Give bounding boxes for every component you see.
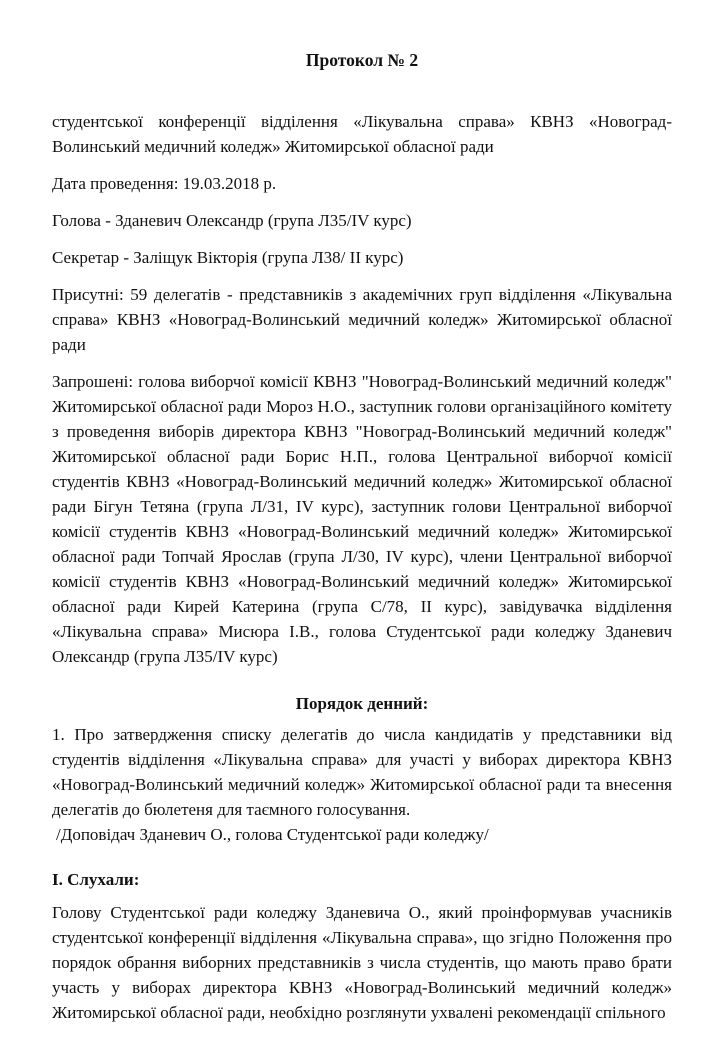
agenda-item: 1. Про затвердження списку делегатів до числа кандидатів у представники від студентів відділення «Лікувальна справа» для участі у виборах директора КВНЗ «Новоград-Волинський медичний коледж» Житомирської обласної ради та внесення делегатів до бюлетеня для таємного голосування. — [52, 725, 672, 819]
meeting-date: Дата проведення: 19.03.2018 р. — [52, 174, 277, 193]
meeting-secretary: Секретар - Заліщук Вікторія (група Л38/ ІІ курс) — [52, 248, 404, 267]
heard-paragraph: Голову Студентської ради коледжу Зданевича О., який проінформував учасників студентської конференції відділення «Лікувальна справа», що згідно Положення про порядок обрання виборних представників з числа студентів, що мають право брати участь у виборах директора КВНЗ «Новоград-Волинський медичний коледж» Житомирської обласної ради, необхідно розглянути ухвалені рекомендації спільного — [52, 903, 672, 1022]
agenda-heading: Порядок денний: — [295, 694, 429, 713]
heard-heading: І. Слухали: — [52, 870, 140, 889]
attendees-paragraph: Присутні: 59 делегатів - представників з академічних груп відділення «Лікувальна справа» КВНЗ «Новоград-Волинський медичний коледж» Житомирської обласної ради — [52, 285, 672, 354]
invited-paragraph: Запрошені: голова виборчої комісії КВНЗ "Новоград-Волинський медичний коледж" Житомирської обласної ради Мороз Н.О., заступник голови організаційного комітету з проведення виборів директора КВНЗ "Новоград-Волинський медичний коледж" Житомирської обласної ради Борис Н.П., голова Центральної виборчої комісії студентів КВНЗ «Новоград-Волинський медичний коледж» Житомирської обласної ради Бігун Тетяна (група Л/31, IV курс), заступник голови Центральної виборчої комісії студентів КВНЗ «Новоград-Волинський медичний коледж» Житомирської обласної ради Топчай Ярослав (група Л/30, IV курс), члени Центральної виборчої комісії студентів КВНЗ «Новоград-Волинський медичний коледж» Житомирської обласної ради Кирей Катерина (група С/78, ІІ курс), завідувачка відділення «Лікувальна справа» Мисюра І.В., голова Студентської ради коледжу Зданевич Олександр (група Л35/IV курс) — [52, 372, 672, 666]
document-page — [52, 48, 672, 1037]
agenda-reporter: /Доповідач Зданевич О., голова Студентської ради коледжу/ — [56, 825, 489, 844]
document-title: Протокол № 2 — [305, 50, 419, 70]
document-subtitle: студентської конференції відділення «Лікувальна справа» КВНЗ «Новоград-Волинський медичний коледж» Житомирської обласної ради — [52, 112, 672, 156]
meeting-chair: Голова - Зданевич Олександр (група Л35/IV курс) — [52, 211, 412, 230]
